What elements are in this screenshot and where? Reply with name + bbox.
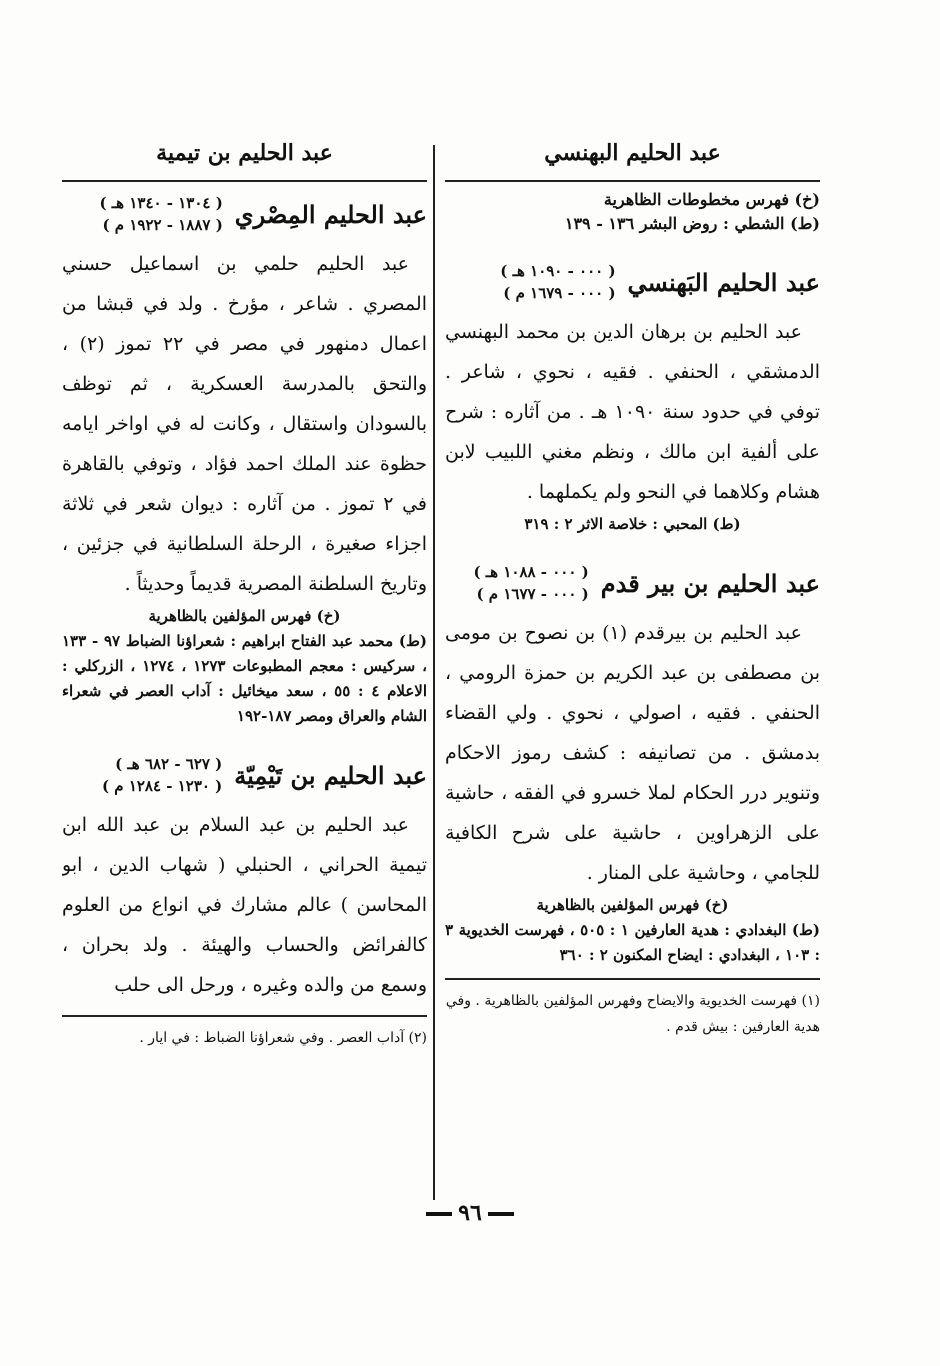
dates-hijri: ( ١٣٠٤ - ١٣٤٠ هـ ) [99,194,223,212]
page-number-value: ٩٦ [458,1200,482,1226]
entry-reference-printed: (ط) البغدادي : هدية العارفين ١ : ٥٠٥ ، فهرست الخديوية ٣ : ١٠٣ ، البغدادي : ايضاح المكنون ٢ : ٣٦٠ [445,921,820,964]
entry-dates [102,753,222,797]
dash-decoration [488,1212,514,1216]
entry-reference-manuscripts: (خ) فهرس المؤلفين بالظاهرية [148,607,341,625]
entry-name: عبد الحليم البَهنسي [627,267,820,297]
header-rule [445,180,820,182]
entry-dates [473,561,588,605]
entry-heading [445,260,820,304]
column-divider [433,145,435,1200]
page-number [0,1200,940,1226]
entry-heading [62,753,427,797]
header-rule [62,180,427,182]
footnote: (١) فهرست الخديوية والايضاح وفهرس المؤلفين بالظاهرية . وفي هدية العارفين : بيش قدم . [445,993,820,1035]
entry-dates [99,192,222,236]
dates-gregorian: ( ٠٠٠ - ١٦٧٩ م ) [503,284,616,302]
entry-heading [62,192,427,236]
footnote: (٢) آداب العصر . وفي شعراؤنا الضباط : في ايار . [139,1030,427,1046]
entry-reference-printed: (ط) محمد عبد الفتاح ابراهيم : شعراؤنا الضباط ٩٧ - ١٣٣ ، سركيس : معجم المطبوعات ١٢٧٣ ، ١٢٧٤ ، الزركلي : الاعلام ٤ : ٥٥ ، سعد ميخائيل : آداب العصر في شعراء الشام والعراق ومصر ١٨٧-١٩٢ [62,632,427,725]
running-header-right: عبد الحليم البهنسي [544,140,721,166]
footnote-rule [62,1015,427,1017]
entry-reference-manuscripts: (خ) فهرس المؤلفين بالظاهرية [536,896,729,914]
running-header-left: عبد الحليم بن تيمية [156,140,333,166]
left-column [62,130,427,1200]
dates-hijri: ( ٠٠٠ - ١٠٨٨ هـ ) [473,563,589,581]
top-ref-1: (خ) فهرس مخطوطات الظاهرية [603,190,820,209]
entry-name: عبد الحليم بن بير قدم [600,568,820,598]
right-column [445,130,820,1200]
footnote-rule [445,978,820,980]
dates-hijri: ( ٠٠٠ - ١٠٩٠ هـ ) [500,262,616,280]
entry-body: عبد الحليم بن بيرقدم (١) بن نصوح بن مومى بن مصطفى بن عبد الكريم بن حمزة الرومي ، الحنفي . فقيه ، اصولي ، نحوي . ولي القضاء بدمشق . من تصانيفه : كشف رموز الاحكام وتنوير درر الحكام لملا خسرو في الفقه ، حاشية على الزهراوين ، حاشية على شرح الكافية للجامي ، وحاشية على المنار . [445,622,820,884]
dates-gregorian: ( ٠٠٠ - ١٦٧٧ م ) [476,585,589,603]
dash-decoration [426,1212,452,1216]
entry-heading [445,561,820,605]
dates-gregorian: ( ١٨٨٧ - ١٩٢٢ م ) [102,216,223,234]
entry-dates [500,260,615,304]
entry-body: عبد الحليم بن عبد السلام بن عبد الله ابن تيمية الحراني ، الحنبلي ( شهاب الدين ، ابو المحاسن ) عالم مشارك في انواع من العلوم كالفرائض والحساب والهيئة . ولد بحران ، وسمع من والده وغيره ، ورحل الى حلب [62,814,427,996]
top-ref-2: (ط) الشطي : روض البشر ١٣٦ - ١٣٩ [564,214,820,233]
entry-name: عبد الحليم بن تَيْمِيّة [234,760,427,790]
dates-gregorian: ( ١٢٣٠ - ١٢٨٤ م ) [101,777,223,795]
entry-body: عبد الحليم بن برهان الدين بن محمد البهنسي الدمشقي ، الحنفي . فقيه ، نحوي ، شاعر . توفي في حدود سنة ١٠٩٠ هـ . من آثاره : شرح على ألفية ابن مالك ، ونظم مغني اللبيب لابن هشام وكلاهما في النحو ولم يكملهما . [445,321,820,503]
entry-name: عبد الحليم المِصْري [234,199,427,229]
entry-body: عبد الحليم حلمي بن اسماعيل حسني المصري . شاعر ، مؤرخ . ولد في قبشا من اعمال دمنهور في مصر في ٢٢ تموز (٢) ، والتحق بالمدرسة العسكرية ، ثم توظف بالسودان واستقال ، وكانت له في اواخر ايامه حظوة عند الملك احمد فؤاد ، وتوفي بالقاهرة في ٢ تموز . من آثاره : ديوان شعر في ثلاثة اجزاء صغيرة ، الرحلة السلطانية في جزئين ، وتاريخ السلطنة المصرية قديماً وحديثاً . [62,253,427,595]
dates-hijri: ( ٦٢٧ - ٦٨٢ هـ ) [115,755,223,773]
entry-reference: (ط) المحبي : خلاصة الاثر ٢ : ٣١٩ [524,515,741,533]
